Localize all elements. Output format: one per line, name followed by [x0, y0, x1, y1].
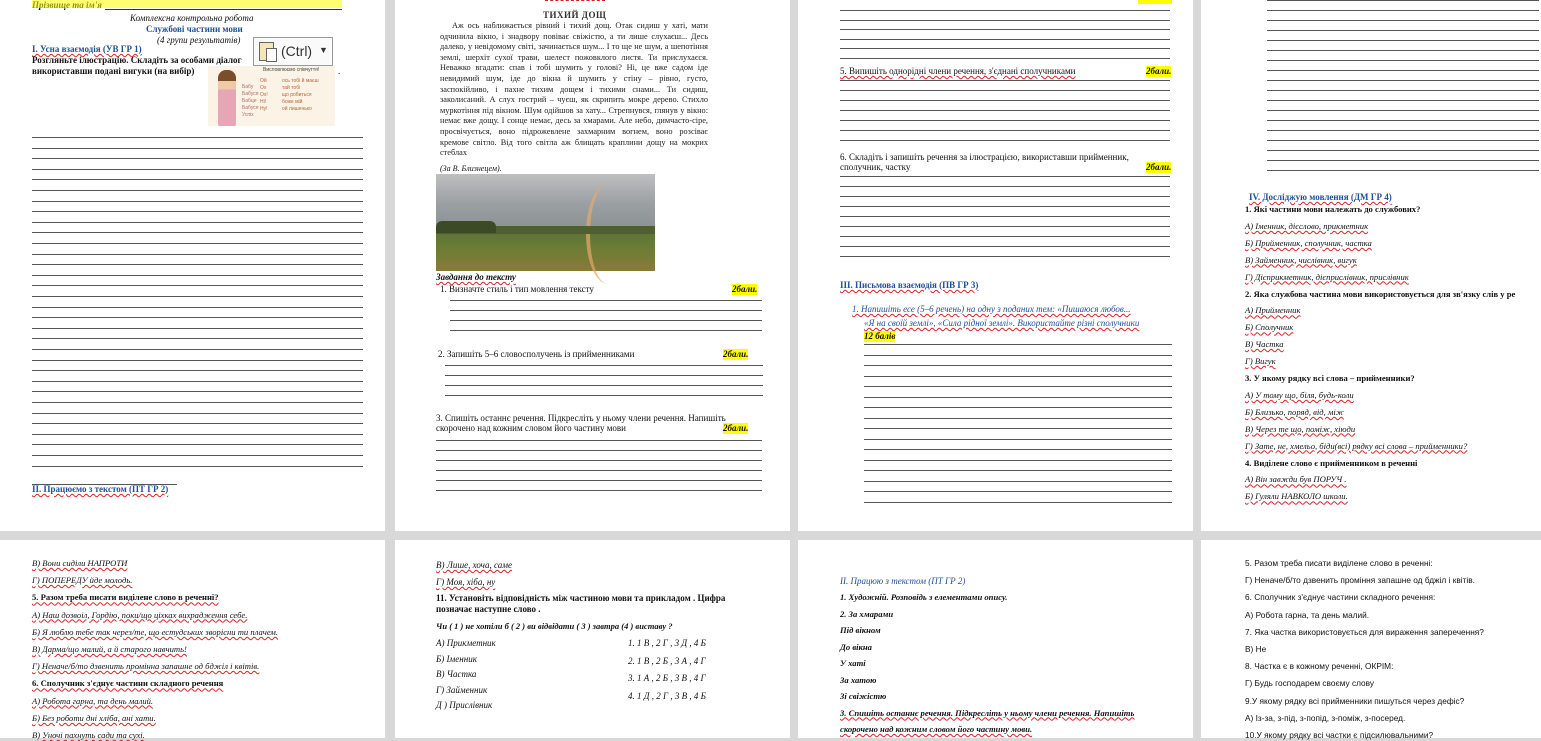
worksheet-page-8 — [1201, 540, 1541, 738]
question-3-line-2: скорочено над кожним словом його частину мови — [436, 423, 626, 433]
score-badge-3: 2бали. — [723, 423, 749, 433]
story-title: ТИХИЙ ДОЩ — [543, 10, 607, 20]
answer-line[interactable] — [864, 460, 1172, 461]
page-title: Службові частини мови — [146, 24, 243, 34]
chevron-down-icon: ▼ — [319, 45, 328, 55]
answer-line-3: До вікна — [840, 641, 872, 652]
answer-line[interactable] — [840, 216, 1170, 217]
tasks-title: Завдання до тексту — [436, 272, 516, 282]
answer-line[interactable] — [450, 300, 762, 301]
answer-line[interactable] — [840, 29, 1170, 30]
part-of-speech-4: Д ) Прислівник — [436, 700, 493, 711]
answer-line-1: Г) Неначе/б/то дзвенить проміння запашне од бджіл і квітів. — [1245, 575, 1475, 586]
illustration-header: Висловлюємо співчуття! — [263, 67, 320, 73]
answer-line[interactable] — [1267, 130, 1539, 131]
woman-figure — [218, 70, 236, 126]
test-line-10: 3. У якому рядку всі слова – прийменники? — [1245, 373, 1415, 383]
answer-line[interactable] — [840, 100, 1170, 101]
answer-line[interactable] — [840, 236, 1170, 237]
answer-line-2: Під вікном — [840, 625, 881, 635]
answer-line-4: 7. Яка частка використовується для вираження заперечення? — [1245, 626, 1484, 637]
question-2: 2. Запишіть 5–6 словосполучень із прийменниками — [438, 349, 635, 359]
answer-line[interactable] — [32, 455, 363, 456]
answer-line[interactable] — [1267, 70, 1539, 71]
test-line-17: Б) Гуляли НАВКОЛО школи. — [1245, 491, 1348, 502]
question-1: 1. Визначте стиль і тип мовлення тексту — [440, 284, 594, 294]
answer-line-0: 5. Разом треба писати виділене слово в реченні: — [1245, 558, 1433, 568]
answer-line-3: А) Робота гарна, та день малий. — [1245, 609, 1370, 620]
answer-line-8: 9.У якому рядку всі прийменники пишуться через дефіс? — [1245, 695, 1465, 706]
answer-line[interactable] — [840, 176, 1170, 177]
score-badge-5: 2бали. — [1146, 66, 1172, 76]
answer-line[interactable] — [1267, 160, 1539, 161]
illustration-column-1: Ой Ох Ох! Ні! Ну! — [260, 78, 268, 112]
test-line-14: Г) Зате, не, хмельо, біди(всі) рядку всі слова – прийменники? — [1245, 440, 1468, 451]
task-line-2: використавши подані вигуки (на вибір) — [32, 66, 195, 76]
answer-line-0: 1. Художній. Розповідь з елементами опису. — [840, 592, 1008, 602]
worksheet-page-6 — [395, 540, 790, 738]
score-badge-6: 2бали. — [1146, 162, 1172, 172]
answer-line[interactable] — [864, 418, 1172, 419]
answer-line[interactable] — [1267, 140, 1539, 141]
answer-line[interactable] — [1267, 90, 1539, 91]
part-of-speech-2: В) Частка — [436, 669, 477, 680]
answer-line[interactable] — [32, 243, 363, 244]
answer-line[interactable] — [1267, 150, 1539, 151]
answer-line[interactable] — [840, 48, 1170, 49]
essay-line-1: 1. Напишіть есе (5–6 речень) на одну з поданих тем: «Пишаюся любов... — [852, 304, 1131, 314]
answer-line[interactable] — [1267, 10, 1539, 11]
question-6-line-2: сполучник, частку — [840, 162, 911, 172]
answer-line[interactable] — [32, 444, 363, 445]
test-line-15: 4. Виділене слово є прийменником в реченні — [1245, 457, 1418, 468]
answer-line[interactable] — [32, 381, 363, 382]
question-11-sentence: Чи ( 1 ) не хотіли б ( 2 ) ви відвідати ( 3 ) завтра (4 ) виставу ? — [436, 621, 673, 631]
answer-line[interactable] — [32, 307, 363, 308]
answer-line[interactable] — [450, 320, 762, 321]
answer-line[interactable] — [32, 211, 363, 212]
answer-line[interactable] — [32, 370, 363, 371]
test-line-5: 2. Яка службова частина мови використовується для зв'язку слів у ре — [1245, 288, 1516, 299]
answer-line[interactable] — [840, 120, 1170, 121]
answer-line[interactable] — [32, 466, 363, 467]
answer-line[interactable] — [32, 222, 363, 223]
answer-line[interactable] — [840, 39, 1170, 40]
answer-line[interactable] — [864, 386, 1172, 387]
essay-score: 12 балів — [864, 331, 896, 341]
answer-line[interactable] — [1267, 100, 1539, 101]
answer-line-8: скорочено над кожним словом його частину мови. — [840, 724, 1033, 734]
answer-line[interactable] — [840, 196, 1170, 197]
answer-line[interactable] — [32, 158, 363, 159]
clipboard-icon — [259, 42, 274, 61]
answer-line[interactable] — [864, 397, 1172, 398]
worksheet-page-2 — [395, 0, 790, 531]
answer-line-2: 6. Сполучник з'єднує частини складного речення: — [1245, 592, 1436, 603]
answer-line[interactable] — [436, 460, 762, 461]
answer-line[interactable] — [840, 226, 1170, 227]
test-line-1: Г) ПОПЕРЕДУ йде молодь. — [32, 575, 133, 586]
answer-line[interactable] — [1267, 0, 1539, 1]
answer-line[interactable] — [840, 140, 1170, 141]
answer-line-6: 8. Частка є в кожному реченні, ОКРІМ: — [1245, 661, 1394, 672]
answer-line[interactable] — [864, 491, 1172, 492]
answer-line[interactable] — [32, 413, 363, 414]
answer-line[interactable] — [1267, 120, 1539, 121]
answer-line[interactable] — [1267, 110, 1539, 111]
answer-line[interactable] — [32, 296, 363, 297]
answer-line[interactable] — [840, 206, 1170, 207]
answer-line[interactable] — [1267, 60, 1539, 61]
answer-line[interactable] — [1267, 170, 1539, 171]
answer-line[interactable] — [840, 58, 1170, 59]
test-line-6: А) Прийменник — [1245, 305, 1301, 316]
test-line-10: В) Уночі пахнуть сади та сухі. — [32, 730, 145, 740]
answer-line[interactable] — [32, 285, 363, 286]
answer-line-7: Г) Будь господарем своєму слову — [1245, 678, 1375, 689]
top-highlight — [1138, 0, 1172, 4]
answer-line[interactable] — [32, 169, 363, 170]
answer-line[interactable] — [32, 338, 363, 339]
worksheet-page-4 — [1201, 0, 1541, 531]
answer-line[interactable] — [436, 490, 762, 491]
answer-line[interactable] — [450, 310, 762, 311]
illustration-column-2: ось тобі й маєш тай тобі що робиться боже мій ой лишенько — [282, 78, 319, 112]
test-line-0: 1. Які частини мови належать до службових? — [1245, 204, 1421, 214]
answer-line[interactable] — [32, 275, 363, 276]
subtitle: (4 групи результатів) — [157, 35, 241, 45]
answer-line[interactable] — [445, 385, 763, 386]
trailing-dot: . — [338, 66, 341, 76]
part-of-speech-3: Г) Займенник — [436, 684, 488, 695]
answer-line[interactable] — [32, 148, 363, 149]
section-4-title: IV. Досліджую мовлення (ДМ ГР 4) — [1249, 192, 1392, 202]
test-line-7: 6. Сполучник з'єднує частини складного речення — [32, 678, 224, 689]
test-line-9: Г) Вигук — [1245, 356, 1276, 367]
answer-line[interactable] — [864, 407, 1172, 408]
answer-line[interactable] — [32, 391, 363, 392]
answer-line-9: А) Із-за, з-під, з-попід, з-поміж, з-посеред. — [1245, 712, 1406, 723]
answer-line[interactable] — [32, 264, 363, 265]
test-line-0: В) Вони сиділи НАПРОТИ — [32, 558, 128, 568]
answer-line[interactable] — [436, 450, 762, 451]
part-of-speech-1: Б) Іменник — [436, 653, 477, 664]
answer-line-7: 3. Спишіть останнє речення. Підкресліть у ньому члени речення. Напишіть — [840, 707, 1135, 718]
option-v: В) Лише, хоча, саме — [436, 560, 512, 570]
test-line-2: Б) Прийменник, сполучник, частка — [1245, 237, 1372, 248]
question-6-line-1: 6. Складіть і запишіть речення за ілюстрацією, використавши прийменник, — [840, 152, 1129, 162]
question-11-line-1: 11. Установіть відповідність між частиною мови та прикладом . Цифра — [436, 593, 726, 603]
answer-line[interactable] — [1267, 80, 1539, 81]
answer-option-1: 2. 1 В , 2 Б , 3 А , 4 Г — [628, 655, 706, 666]
heading: Комплексна контрольна робота — [130, 13, 254, 23]
worksheet-page-1 — [0, 0, 385, 531]
answer-line-10: 10.У якому рядку всі частки є підсилювальними? — [1245, 730, 1434, 740]
answer-line[interactable] — [840, 10, 1170, 11]
answer-line[interactable] — [445, 375, 763, 376]
answer-line[interactable] — [32, 360, 363, 361]
question-5: 5. Випишіть однорідні члени речення, з'єднані сполучниками — [840, 66, 1076, 76]
answer-line[interactable] — [1267, 30, 1539, 31]
answer-line[interactable] — [864, 502, 1172, 503]
answer-line[interactable] — [32, 232, 363, 233]
name-line[interactable] — [105, 9, 342, 10]
test-line-16: А) Він завжди був ПОРУЧ . — [1245, 474, 1347, 485]
test-line-7: Б) Сполучник — [1245, 322, 1294, 333]
section-2-answers-title: ІІ. Працюю з текстом (ПТ ГР 2) — [840, 576, 966, 586]
answer-line[interactable] — [445, 365, 763, 366]
top-rule — [545, 0, 605, 1]
section-1-title: І. Усна взаємодія (УВ ГР 1) — [32, 44, 142, 54]
answer-line[interactable] — [32, 254, 363, 255]
answer-line[interactable] — [32, 201, 363, 202]
worksheet-page-3 — [798, 0, 1193, 531]
test-line-2: 5. Разом треба писати виділене слово в реченні? — [32, 592, 219, 603]
paste-options-button[interactable] — [253, 37, 333, 66]
answer-line[interactable] — [32, 423, 363, 424]
task-line-1: Розгляньте ілюстрацію. Складіть за особами діалог — [32, 55, 242, 65]
essay-line-2: «Я на своїй землі», «Сила рідної землі». Використайте різні сполучники — [864, 318, 1140, 328]
answer-line[interactable] — [864, 449, 1172, 450]
answer-option-3: 4. 1 Д , 2 Г , 3 В , 4 Б — [628, 690, 706, 701]
answer-line[interactable] — [840, 110, 1170, 111]
rainbow-icon — [586, 184, 630, 284]
answer-line[interactable] — [32, 328, 363, 329]
answer-line[interactable] — [436, 480, 762, 481]
answer-line[interactable] — [864, 428, 1172, 429]
answer-line[interactable] — [864, 470, 1172, 471]
answer-line[interactable] — [450, 330, 762, 331]
landscape-photo — [436, 174, 655, 271]
score-badge-2: 2бали. — [723, 349, 749, 359]
answer-option-2: 3. 1 А , 2 Б , 3 В , 4 Г — [628, 673, 706, 683]
answer-line[interactable] — [840, 256, 1170, 257]
answer-line[interactable] — [1267, 20, 1539, 21]
answer-line-5: В) Не — [1245, 644, 1267, 654]
answer-line[interactable] — [32, 179, 363, 180]
answer-line[interactable] — [32, 349, 363, 350]
answer-line[interactable] — [436, 440, 762, 441]
answer-line[interactable] — [840, 20, 1170, 21]
test-line-4: Г) Дієприкметник, дієприслівник, прислівник — [1245, 271, 1409, 282]
answer-line[interactable] — [864, 365, 1172, 366]
worksheet-page-5 — [0, 540, 385, 738]
test-line-12: Б) Близько, поряд, від, між — [1245, 406, 1344, 417]
answer-line[interactable] — [864, 355, 1172, 356]
section-2-title: ІІ. Працюємо з текстом (ПТ ГР 2) — [32, 484, 169, 494]
answer-line[interactable] — [840, 80, 1170, 81]
ctrl-label: (Ctrl) — [281, 43, 313, 59]
answer-line-6: Зі свіжістю — [840, 691, 887, 701]
option-g: Г) Моя, хіба, ну — [436, 577, 496, 587]
answer-line[interactable] — [1267, 50, 1539, 51]
test-line-4: Б) Я люблю тебе так через/те, що естудських зворісни ти плачем. — [32, 626, 279, 637]
story-author: (За В. Близнецем). — [440, 164, 502, 173]
dialog-illustration — [208, 66, 335, 126]
answer-line[interactable] — [32, 402, 363, 403]
answer-line[interactable] — [1267, 40, 1539, 41]
answer-line-5: За хатою — [840, 674, 877, 685]
answer-line[interactable] — [864, 439, 1172, 440]
section-3-title: ІІІ. Письмова взаємодія (ПВ ГР 3) — [840, 280, 979, 290]
worksheet-page-7 — [798, 540, 1193, 738]
answer-option-0: 1. 1 В , 2 Г , 3 Д , 4 Б — [628, 638, 706, 648]
illustration-column-left: Бабу Бабуся Бабце Бабуся Успіх — [242, 84, 259, 118]
answer-line-4: У хаті — [840, 658, 866, 668]
answer-line[interactable] — [840, 90, 1170, 91]
answer-line[interactable] — [32, 434, 363, 435]
test-line-3: А) Наш дозвоіл, Гордію, поки/що ціхках вихрадження себе. — [32, 609, 248, 620]
test-line-8: В) Частка — [1245, 339, 1284, 350]
answer-line[interactable] — [840, 130, 1170, 131]
answer-line[interactable] — [32, 137, 363, 138]
test-line-8: А) Робота гарна, та день малий. — [32, 695, 154, 706]
answer-line[interactable] — [445, 395, 763, 396]
answer-line[interactable] — [840, 246, 1170, 247]
question-3-line-1: 3. Спишіть останнє речення. Підкресліть у ньому члени речення. Напишіть — [436, 413, 726, 423]
test-line-9: Б) Без роботи дні хліба, ані хати. — [32, 712, 156, 723]
answer-line[interactable] — [32, 190, 363, 191]
test-line-5: В) Дарма/що малий, а й старого навчить! — [32, 644, 187, 654]
answer-line[interactable] — [864, 376, 1172, 377]
part-of-speech-0: А) Прикметник — [436, 638, 496, 648]
question-11-line-2: позначає наступне слово . — [436, 604, 541, 614]
score-badge-1: 2бали. — [732, 284, 758, 294]
answer-line[interactable] — [864, 344, 1172, 345]
answer-line[interactable] — [864, 481, 1172, 482]
name-highlight — [32, 0, 342, 8]
answer-line[interactable] — [436, 470, 762, 471]
test-line-3: В) Займенник, числівник, вигук — [1245, 254, 1357, 265]
test-line-6: Г) Неначе/б/то дзвенить промінна запашне од бджіл і квітів. — [32, 661, 260, 672]
test-line-1: А) Іменник, дієслово, прикметник — [1245, 220, 1369, 231]
story-text: Аж ось наближається рівний і тихий дощ. Отак сидиш у хаті, мати одчинила вікно, і знадвору повіває свіжістю, а ти лише слухаєш... Десь далеко, у невідомому світі, зачинається шум... І то ще не шум, а шепотіння землі, шерхіт сухої трави, шелест пожовклого листя. Ти прислухаєся. Неважко вгадати: спав і тобі шумить у голові? Ні, це вже садом іде невидимий шум, іде до вікна й шумить у стіну – рівно, густо, заспокійливо, і пахне тихим дощем і тихими снами... Ти сидиш, заколисаний. А слух гострий – чуєш, як скрипить мокре дерево. Стихло муркотіння під вікном. Шум одійшов за хату... Стрепнувся, глянув у вікно: немає вже дощу. І сонце немає, десь за хмарами. Але небо, димчасто-сіре, просвічується, воно підрожевлене захмарним вогнем, воно розсіває кремове світло. Від того світла аж блищать краплини дощу на мокрих стеблах — [440, 21, 708, 158]
test-line-11: А) У тому що, біля, будь-коли — [1245, 389, 1354, 400]
test-line-13: В) Через те що, поміж, хіюди — [1245, 423, 1356, 434]
answer-line[interactable] — [32, 317, 363, 318]
answer-line-1: 2. За хмарами — [840, 608, 894, 619]
answer-line[interactable] — [840, 186, 1170, 187]
